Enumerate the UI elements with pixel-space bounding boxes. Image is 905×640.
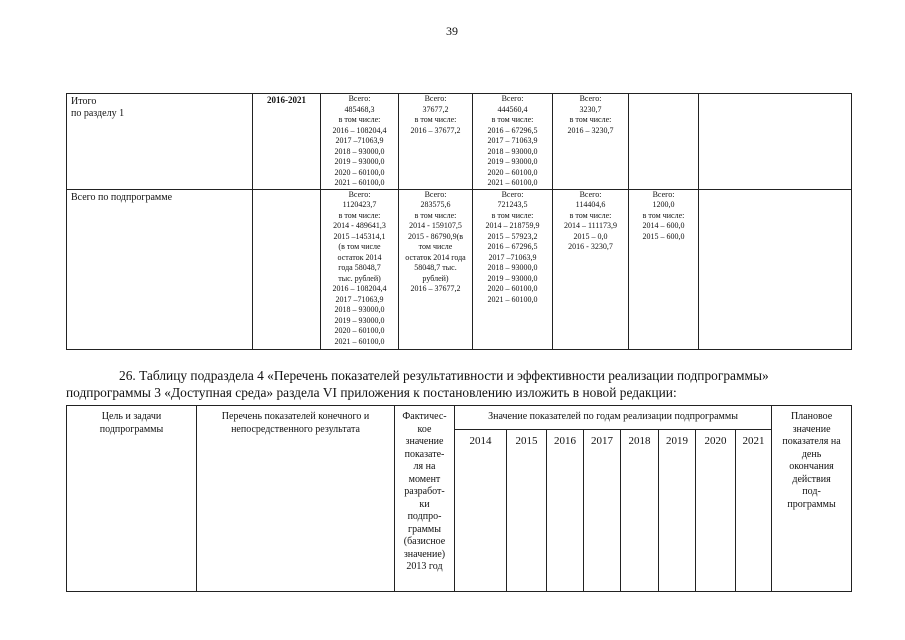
amount-cell: Всего: 1200,0 в том числе: 2014 – 600,0 2015 – 600,0 [629, 189, 699, 349]
header-year: 2018 [621, 430, 659, 592]
header-year: 2015 [507, 430, 547, 592]
header-values-by-year: Значение показателей по годам реализации подпрограммы [455, 406, 772, 430]
header-planned-value: Плановое значение показателя на день окончания действия под- программы [772, 406, 852, 592]
header-year: 2014 [455, 430, 507, 592]
amount-cell: Всего: 1120423,7 в том числе: 2014 - 489641,3 2015 –145314,1 (в том числе остаток 2014 года 58048,7 тыс. рублей) 2016 – 108204,4 2017 –71063,9 2018 – 93000,0 2019 – 93000,0 2020 – 60100,0 2021 – 60100,0 [321, 189, 399, 349]
header-year: 2016 [547, 430, 584, 592]
indicators-table-header [66, 405, 852, 592]
page-number: 39 [446, 24, 458, 38]
amount-cell: Всего: 37677,2 в том числе: 2016 – 37677,2 [399, 94, 473, 190]
header-year: 2021 [736, 430, 772, 592]
amount-cell [699, 189, 852, 349]
amount-cell: Всего: 485468,3 в том числе: 2016 – 108204,4 2017 –71063,9 2018 – 93000,0 2019 – 93000,0 2020 – 60100,0 2021 – 60100,0 [321, 94, 399, 190]
header-actual-value: Фактичес- кое значение показате- ля на момент разработ- ки подпро- граммы (базисное значение) 2013 год [395, 406, 455, 592]
budget-table [66, 93, 852, 350]
header-year: 2019 [659, 430, 696, 592]
amount-cell: Всего: 721243,5 в том числе: 2014 – 218759,9 2015 – 57923,2 2016 – 67296,5 2017 –71063,9 2018 – 93000,0 2019 – 93000,0 2020 – 60100,0 2021 – 60100,0 [473, 189, 553, 349]
period-cell: 2016-2021 [253, 94, 321, 190]
paragraph-line-1: 26. Таблицу подраздела 4 «Перечень показателей результативности и эффективности реализации подпрограммы» [119, 368, 769, 383]
header-goal: Цель и задачи подпрограммы [67, 406, 197, 592]
header-year: 2020 [696, 430, 736, 592]
amount-cell [699, 94, 852, 190]
table-row [67, 94, 852, 190]
paragraph-line-2: подпрограммы 3 «Доступная среда» раздела VI приложения к постановлению изложить в новой редакции: [66, 385, 677, 400]
amount-cell: Всего: 444560,4 в том числе: 2016 – 67296,5 2017 – 71063,9 2018 – 93000,0 2019 – 93000,0 2020 – 60100,0 2021 – 60100,0 [473, 94, 553, 190]
amount-cell: Всего: 114404,6 в том числе: 2014 – 111173,9 2015 – 0,0 2016 - 3230,7 [553, 189, 629, 349]
row-label-total-subprogram: Всего по подпрограмме [67, 189, 253, 349]
header-year: 2017 [584, 430, 621, 592]
amount-cell: Всего: 3230,7 в том числе: 2016 – 3230,7 [553, 94, 629, 190]
amount-cell [629, 94, 699, 190]
table-row [67, 189, 852, 349]
row-label-total-section: Итого по разделу 1 [67, 94, 253, 190]
period-cell [253, 189, 321, 349]
header-indicators: Перечень показателей конечного и непосредственного результата [197, 406, 395, 592]
amount-cell: Всего: 283575,6 в том числе: 2014 - 159107,5 2015 - 86790,9(в том числе остаток 2014 года 58048,7 тыс. рублей) 2016 – 37677,2 [399, 189, 473, 349]
